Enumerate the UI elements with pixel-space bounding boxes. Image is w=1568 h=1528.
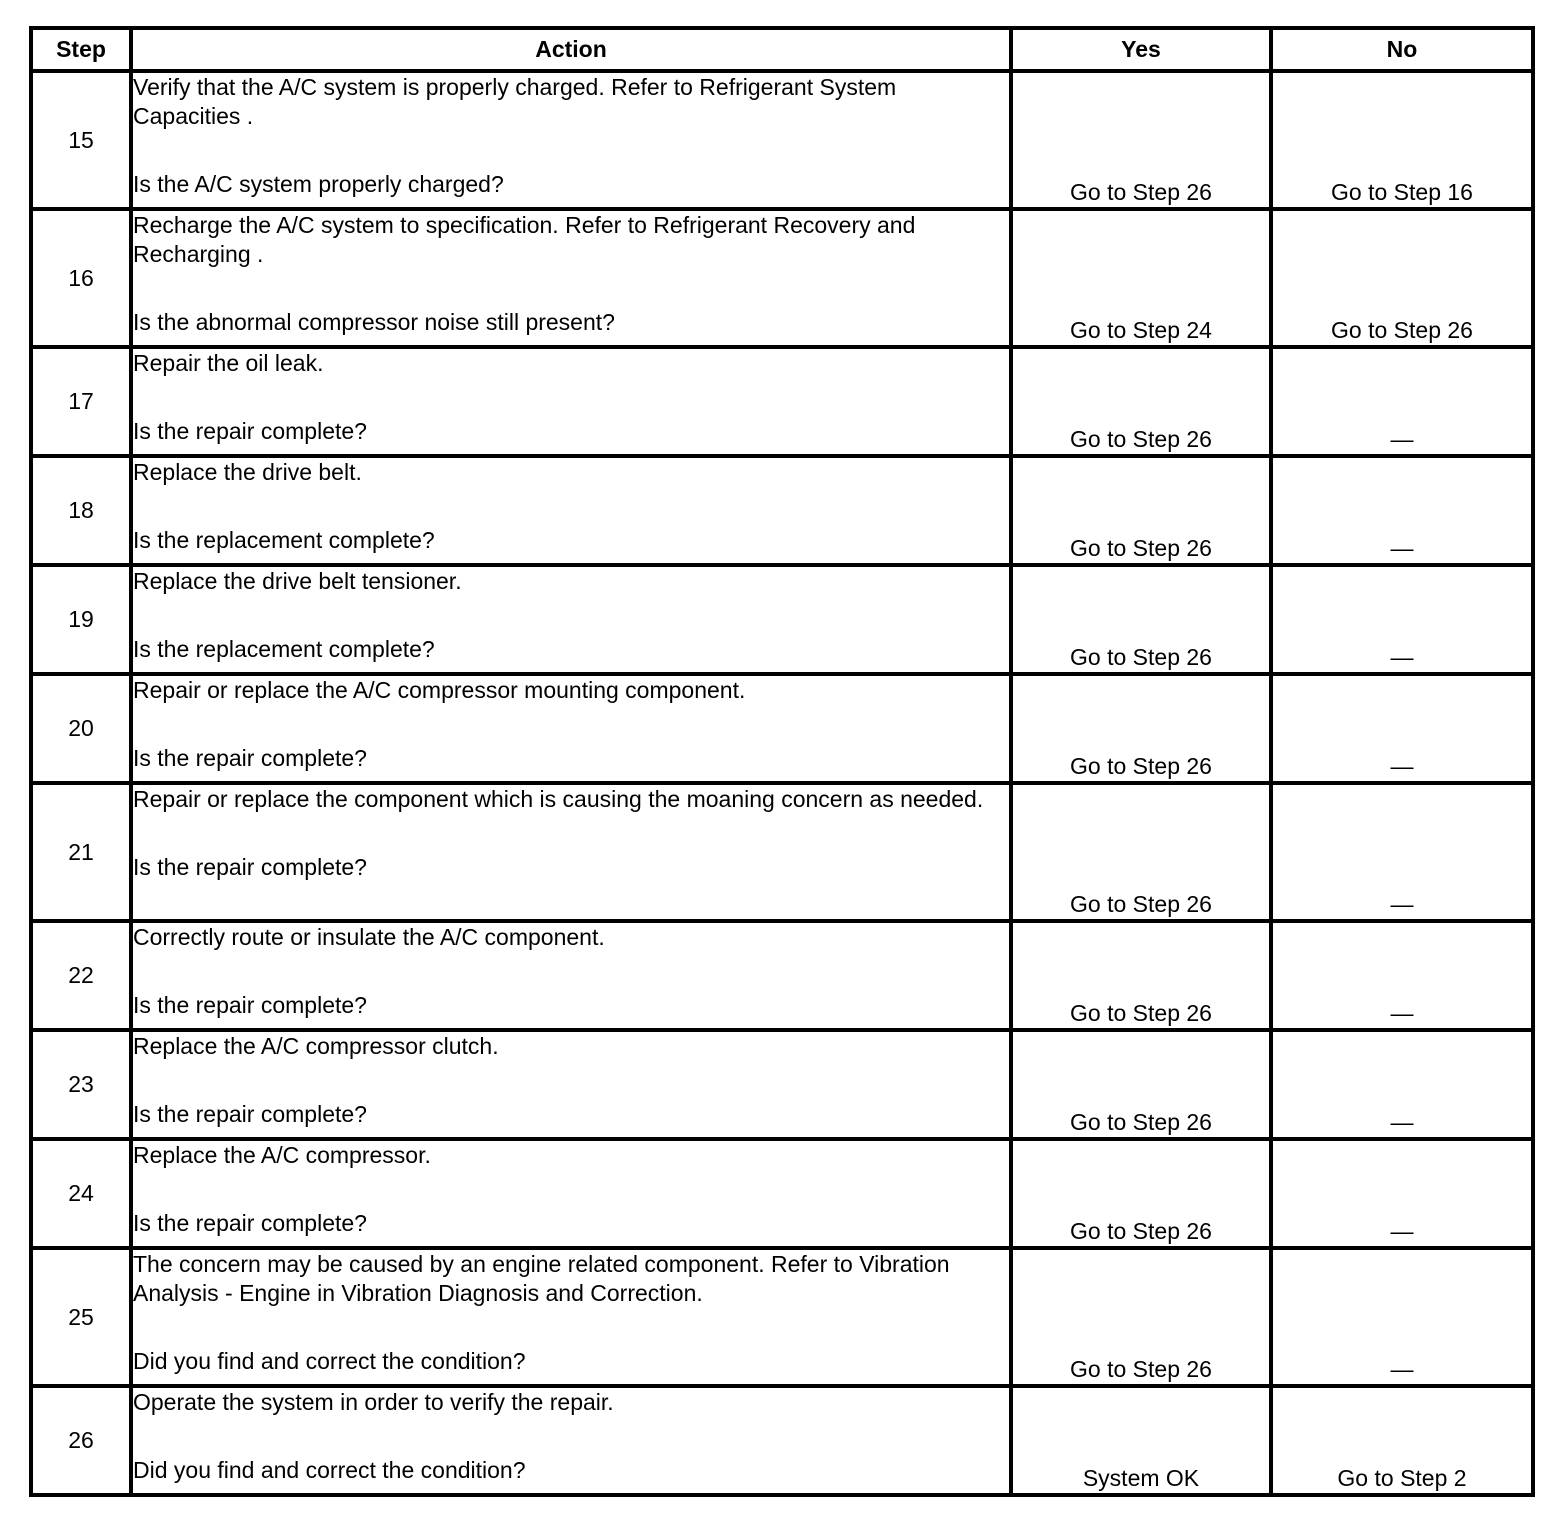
no-result: Go to Step 2 xyxy=(1271,1386,1533,1495)
action-cell xyxy=(131,209,1011,347)
yes-result: Go to Step 26 xyxy=(1011,674,1271,783)
action-cell xyxy=(131,565,1011,674)
no-result: — xyxy=(1271,1139,1533,1248)
yes-result: Go to Step 26 xyxy=(1011,1139,1271,1248)
action-instruction: Recharge the A/C system to specification. Refer to Refrigerant Recovery and Recharging . xyxy=(133,212,916,267)
step-number: 17 xyxy=(31,347,131,456)
action-cell xyxy=(131,1139,1011,1248)
header-no: No xyxy=(1271,28,1533,71)
table-row xyxy=(31,1030,1533,1139)
action-instruction: Replace the drive belt. xyxy=(133,459,362,485)
step-number: 26 xyxy=(31,1386,131,1495)
action-question: Is the abnormal compressor noise still present? xyxy=(133,309,615,335)
action-question: Did you find and correct the condition? xyxy=(133,1348,526,1374)
action-instruction: Verify that the A/C system is properly charged. Refer to Refrigerant System Capacities . xyxy=(133,74,897,129)
action-cell xyxy=(131,456,1011,565)
action-instruction: Replace the A/C compressor clutch. xyxy=(133,1033,499,1059)
no-result: Go to Step 26 xyxy=(1271,209,1533,347)
yes-result: Go to Step 26 xyxy=(1011,783,1271,921)
no-result: — xyxy=(1271,347,1533,456)
yes-result: Go to Step 26 xyxy=(1011,565,1271,674)
table-row xyxy=(31,347,1533,456)
action-cell xyxy=(131,783,1011,921)
action-question: Is the repair complete? xyxy=(133,1210,367,1236)
no-result: — xyxy=(1271,783,1533,921)
action-cell xyxy=(131,1030,1011,1139)
no-result: — xyxy=(1271,456,1533,565)
yes-result: Go to Step 26 xyxy=(1011,1030,1271,1139)
table-row xyxy=(31,783,1533,921)
action-instruction: Repair or replace the A/C compressor mounting component. xyxy=(133,677,746,703)
step-number: 16 xyxy=(31,209,131,347)
table-row xyxy=(31,1248,1533,1386)
action-question: Did you find and correct the condition? xyxy=(133,1457,526,1483)
step-number: 15 xyxy=(31,71,131,209)
table-row xyxy=(31,71,1533,209)
table-row xyxy=(31,674,1533,783)
header-step: Step xyxy=(31,28,131,71)
yes-result: Go to Step 26 xyxy=(1011,456,1271,565)
no-result: — xyxy=(1271,674,1533,783)
step-number: 19 xyxy=(31,565,131,674)
no-result: — xyxy=(1271,921,1533,1030)
action-cell xyxy=(131,71,1011,209)
yes-result: System OK xyxy=(1011,1386,1271,1495)
action-question: Is the repair complete? xyxy=(133,1101,367,1127)
table-row xyxy=(31,209,1533,347)
step-number: 25 xyxy=(31,1248,131,1386)
action-cell xyxy=(131,921,1011,1030)
step-number: 24 xyxy=(31,1139,131,1248)
action-cell xyxy=(131,1386,1011,1495)
table-header-row xyxy=(31,28,1533,71)
action-question: Is the repair complete? xyxy=(133,854,367,880)
action-instruction: Correctly route or insulate the A/C component. xyxy=(133,924,605,950)
action-question: Is the replacement complete? xyxy=(133,636,435,662)
step-number: 23 xyxy=(31,1030,131,1139)
action-question: Is the repair complete? xyxy=(133,992,367,1018)
action-cell xyxy=(131,674,1011,783)
yes-result: Go to Step 26 xyxy=(1011,921,1271,1030)
no-result: Go to Step 16 xyxy=(1271,71,1533,209)
action-question: Is the replacement complete? xyxy=(133,527,435,553)
action-question: Is the A/C system properly charged? xyxy=(133,171,504,197)
no-result: — xyxy=(1271,1030,1533,1139)
yes-result: Go to Step 26 xyxy=(1011,1248,1271,1386)
table-row xyxy=(31,1139,1533,1248)
action-cell xyxy=(131,1248,1011,1386)
step-number: 20 xyxy=(31,674,131,783)
action-instruction: The concern may be caused by an engine related component. Refer to Vibration Analysis - Engine in Vibration Diagnosis and Correction. xyxy=(133,1251,950,1306)
no-result: — xyxy=(1271,565,1533,674)
table-row xyxy=(31,565,1533,674)
action-cell xyxy=(131,347,1011,456)
step-number: 18 xyxy=(31,456,131,565)
header-yes: Yes xyxy=(1011,28,1271,71)
header-action: Action xyxy=(131,28,1011,71)
action-question: Is the repair complete? xyxy=(133,745,367,771)
action-instruction: Repair or replace the component which is causing the moaning concern as needed. xyxy=(133,786,984,812)
table-row xyxy=(31,921,1533,1030)
action-question: Is the repair complete? xyxy=(133,418,367,444)
step-number: 22 xyxy=(31,921,131,1030)
table-row xyxy=(31,456,1533,565)
action-instruction: Replace the A/C compressor. xyxy=(133,1142,431,1168)
no-result: — xyxy=(1271,1248,1533,1386)
yes-result: Go to Step 26 xyxy=(1011,347,1271,456)
action-instruction: Repair the oil leak. xyxy=(133,350,324,376)
action-instruction: Operate the system in order to verify the repair. xyxy=(133,1389,614,1415)
step-number: 21 xyxy=(31,783,131,921)
diagnostic-table xyxy=(29,26,1535,1497)
yes-result: Go to Step 26 xyxy=(1011,71,1271,209)
table-row xyxy=(31,1386,1533,1495)
action-instruction: Replace the drive belt tensioner. xyxy=(133,568,462,594)
yes-result: Go to Step 24 xyxy=(1011,209,1271,347)
